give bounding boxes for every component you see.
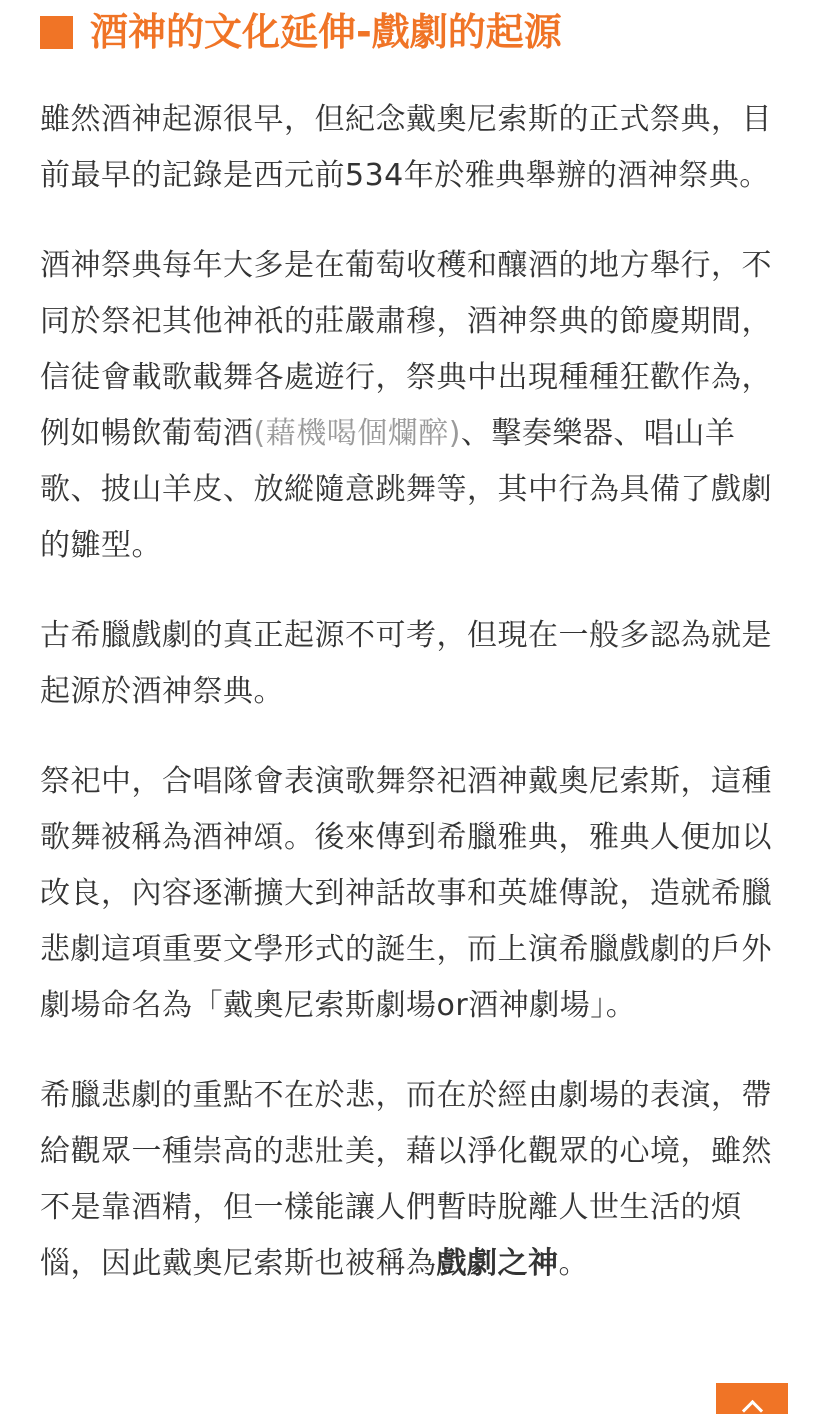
scroll-to-top-button[interactable] bbox=[716, 1383, 788, 1414]
paragraph-5-text: 希臘悲劇的重點不在於悲，而在於經由劇場的表演，帶給觀眾一種崇高的悲壯美，藉以淨化觀眾的心境，雖然不是靠酒精，但一樣能讓人們暫時脫離人世生活的煩惱，因此戴奧尼索斯也被稱為 bbox=[40, 1078, 772, 1281]
section-heading bbox=[40, 6, 780, 58]
paragraph-2-text: 酒神祭典每年大多是在葡萄收穫和釀酒的地方舉行，不同於祭祀其他神祇的莊嚴肅穆，酒神祭典的節慶期間，信徒會載歌載舞各處遊行，祭典中出現種種狂歡作為，例如暢飲葡萄酒 bbox=[40, 248, 772, 451]
paragraph-3: 古希臘戲劇的真正起源不可考，但現在一般多認為就是起源於酒神祭典。 bbox=[40, 618, 772, 709]
paragraph-4: 祭祀中，合唱隊會表演歌舞祭祀酒神戴奧尼索斯，這種歌舞被稱為酒神頌。後來傳到希臘雅典，雅典人便加以改良，內容逐漸擴大到神話故事和英雄傳說，造就希臘悲劇這項重要文學形式的誕生，而上演希臘戲劇的戶外劇場命名為「戴奧尼索斯劇場or酒神劇場」。 bbox=[40, 764, 772, 1023]
paragraph-5-text-end: 。 bbox=[558, 1246, 589, 1281]
article-body bbox=[40, 0, 780, 1292]
chevron-up-icon bbox=[741, 1400, 762, 1421]
section-title: 酒神的文化延伸-戲劇的起源 bbox=[90, 10, 562, 54]
paragraph-2-text-end: 、擊奏樂器、唱山羊歌、披山羊皮、放縱隨意跳舞等，其中行為具備了戲劇的雛型。 bbox=[40, 416, 772, 563]
heading-square-marker bbox=[40, 16, 73, 49]
paragraph-1: 雖然酒神起源很早，但紀念戴奧尼索斯的正式祭典，目前最早的記錄是西元前534年於雅典舉辦的酒神祭典。 bbox=[40, 102, 772, 193]
paragraph-2 bbox=[40, 238, 780, 574]
paragraph-5 bbox=[40, 1068, 780, 1292]
paragraph-2-aside: (藉機喝個爛醉) bbox=[253, 416, 461, 451]
paragraph-5-emphasis: 戲劇之神 bbox=[436, 1246, 559, 1281]
